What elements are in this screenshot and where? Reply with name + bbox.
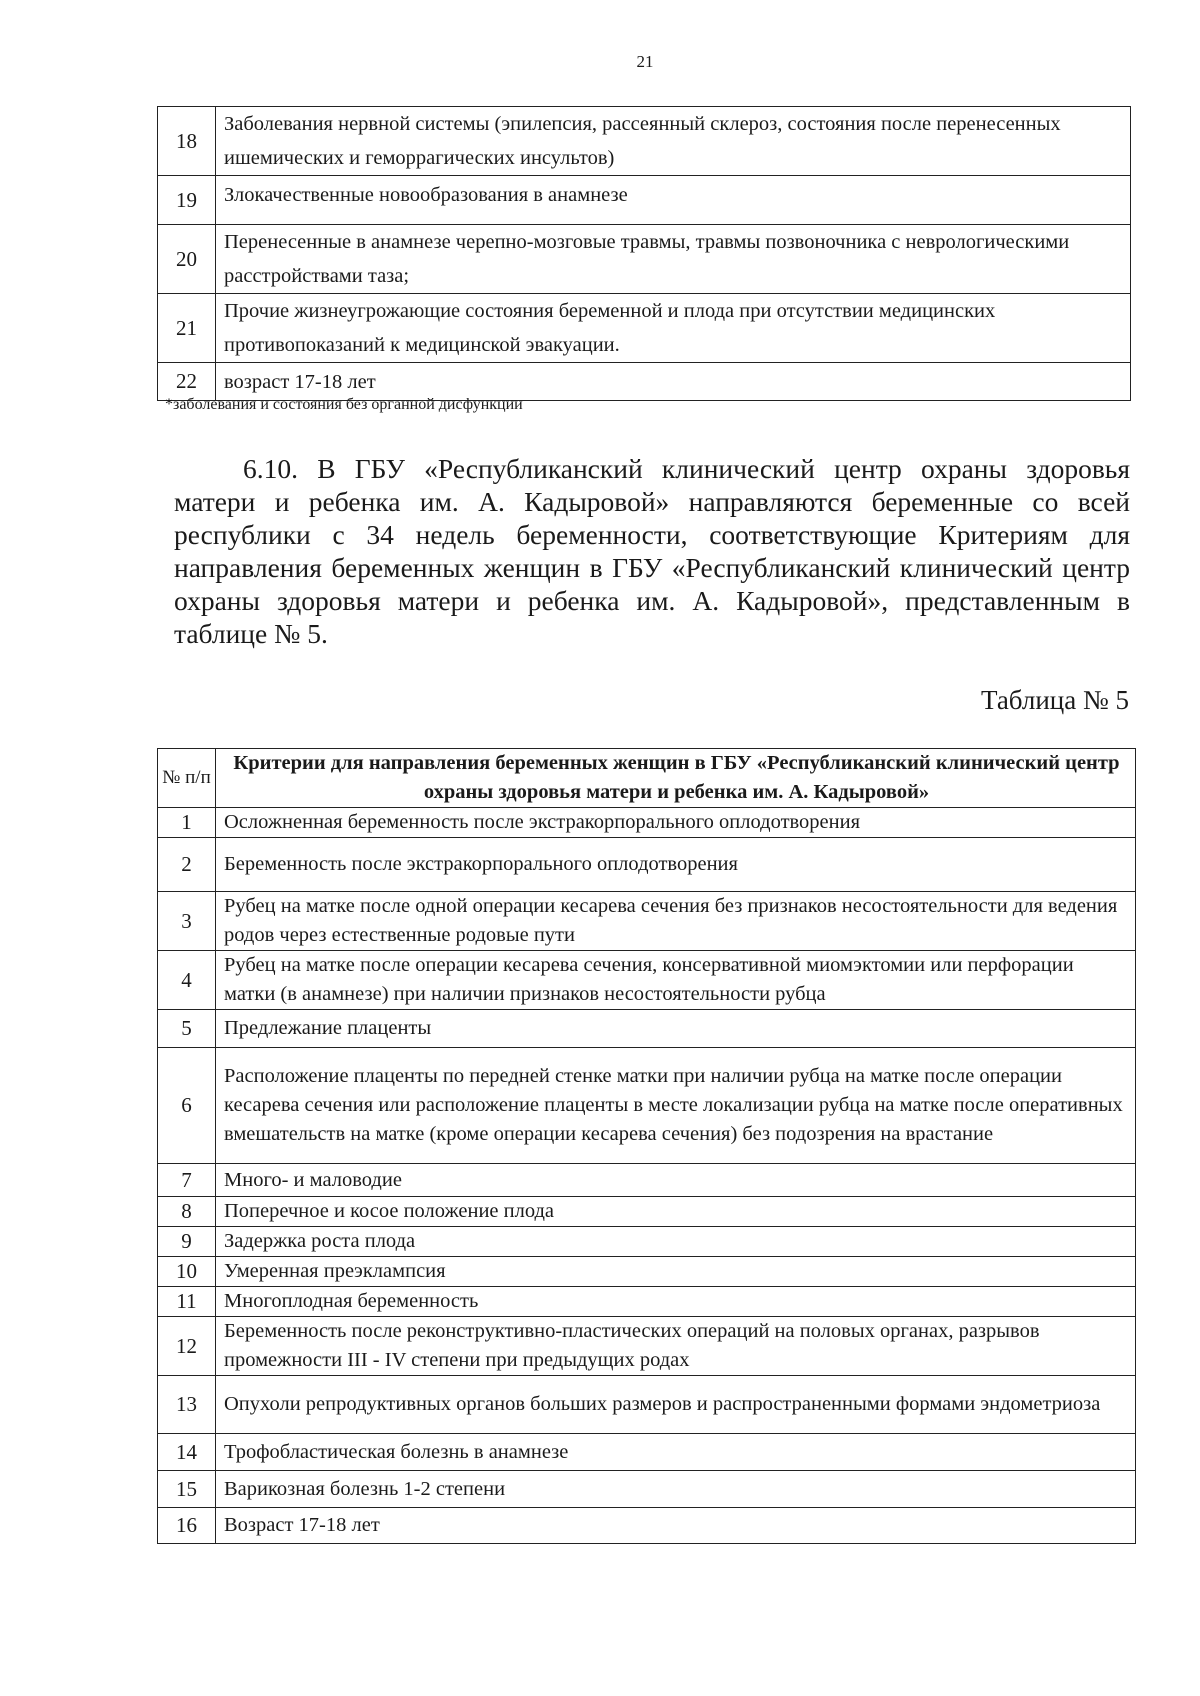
row-number: 7 <box>158 1164 216 1197</box>
row-number: 6 <box>158 1048 216 1164</box>
table-row <box>158 363 1131 401</box>
row-text: Осложненная беременность после экстракорпорального оплодотворения <box>216 808 1136 838</box>
row-number: 10 <box>158 1257 216 1287</box>
row-text: Злокачественные новообразования в анамнезе <box>216 176 1131 225</box>
row-number: 13 <box>158 1376 216 1434</box>
table-row <box>158 294 1131 363</box>
table-row <box>158 838 1136 892</box>
table-row <box>158 1164 1136 1197</box>
table-row <box>158 225 1131 294</box>
row-number: 21 <box>158 294 216 363</box>
row-number: 4 <box>158 951 216 1010</box>
row-text: Предлежание плаценты <box>216 1010 1136 1048</box>
table-header-row <box>158 749 1136 808</box>
row-number: 14 <box>158 1434 216 1471</box>
row-text: Многоплодная беременность <box>216 1287 1136 1317</box>
row-number: 15 <box>158 1471 216 1508</box>
row-number: 22 <box>158 363 216 401</box>
row-text: Рубец на матке после одной операции кесарева сечения без признаков несостоятельности для ведения родов через естественные родовые пути <box>216 892 1136 951</box>
row-text: Поперечное и косое положение плода <box>216 1197 1136 1227</box>
row-number: 18 <box>158 107 216 176</box>
row-number: 8 <box>158 1197 216 1227</box>
row-text: Беременность после экстракорпорального оплодотворения <box>216 838 1136 892</box>
table-row <box>158 951 1136 1010</box>
row-text: Рубец на матке после операции кесарева сечения, консервативной миомэктомии или перфорации матки (в анамнезе) при наличии признаков несостоятельности рубца <box>216 951 1136 1010</box>
row-text: Прочие жизнеугрожающие состояния беременной и плода при отсутствии медицинских противопоказаний к медицинской эвакуации. <box>216 294 1131 363</box>
table-row <box>158 1434 1136 1471</box>
row-text: Возраст 17-18 лет <box>216 1508 1136 1544</box>
page-number: 21 <box>636 52 654 71</box>
table-caption: Таблица № 5 <box>981 685 1129 715</box>
row-text: Много- и маловодие <box>216 1164 1136 1197</box>
criteria-table <box>157 748 1136 1544</box>
table-row <box>158 1287 1136 1317</box>
row-text: Расположение плаценты по передней стенке матки при наличии рубца на матке после операции кесарева сечения или расположение плаценты в месте локализации рубца на матке после оперативных вмешательств на матке (кроме операции кесарева сечения) без подозрения на врастание <box>216 1048 1136 1164</box>
table-row <box>158 176 1131 225</box>
row-number: 11 <box>158 1287 216 1317</box>
section-paragraph <box>174 452 1130 650</box>
row-text: Опухоли репродуктивных органов больших размеров и распространенными формами эндометриоза <box>216 1376 1136 1434</box>
table-footnote: *заболевания и состояния без органной дисфункции <box>165 396 523 413</box>
header-number: № п/п <box>158 749 216 808</box>
header-text: Критерии для направления беременных женщин в ГБУ «Республиканский клинический центр охраны здоровья матери и ребенка им. А. Кадыровой» <box>216 749 1136 808</box>
paragraph-text: 6.10. В ГБУ «Республиканский клинический центр охраны здоровья матери и ребенка им. А. Кадыровой» направляются беременные со всей республики с 34 недель беременности, соответствующие Критериям для направления беременных женщин в ГБУ «Республиканский клинический центр охраны здоровья матери и ребенка им. А. Кадыровой», представленным в таблице № 5. <box>174 453 1130 649</box>
row-number: 3 <box>158 892 216 951</box>
table-row <box>158 1010 1136 1048</box>
table-row <box>158 1048 1136 1164</box>
row-text: Варикозная болезнь 1-2 степени <box>216 1471 1136 1508</box>
table-row <box>158 1227 1136 1257</box>
row-text: Умеренная преэклампсия <box>216 1257 1136 1287</box>
table-row <box>158 1257 1136 1287</box>
row-number: 1 <box>158 808 216 838</box>
row-text: Задержка роста плода <box>216 1227 1136 1257</box>
row-number: 16 <box>158 1508 216 1544</box>
row-text: Перенесенные в анамнезе черепно-мозговые травмы, травмы позвоночника с неврологическими расстройствами таза; <box>216 225 1131 294</box>
table-row <box>158 1317 1136 1376</box>
table-row <box>158 892 1136 951</box>
row-text: возраст 17-18 лет <box>216 363 1131 401</box>
table-row <box>158 1471 1136 1508</box>
criteria-table-continued <box>157 106 1131 401</box>
row-number: 19 <box>158 176 216 225</box>
row-text: Беременность после реконструктивно-пластических операций на половых органах, разрывов промежности III - IV степени при предыдущих родах <box>216 1317 1136 1376</box>
row-number: 2 <box>158 838 216 892</box>
table-row <box>158 1508 1136 1544</box>
row-number: 9 <box>158 1227 216 1257</box>
table-row <box>158 808 1136 838</box>
row-text: Заболевания нервной системы (эпилепсия, рассеянный склероз, состояния после перенесенных ишемических и геморрагических инсультов) <box>216 107 1131 176</box>
table-row <box>158 107 1131 176</box>
row-number: 20 <box>158 225 216 294</box>
row-number: 12 <box>158 1317 216 1376</box>
table-row <box>158 1197 1136 1227</box>
row-number: 5 <box>158 1010 216 1048</box>
table-row <box>158 1376 1136 1434</box>
row-text: Трофобластическая болезнь в анамнезе <box>216 1434 1136 1471</box>
